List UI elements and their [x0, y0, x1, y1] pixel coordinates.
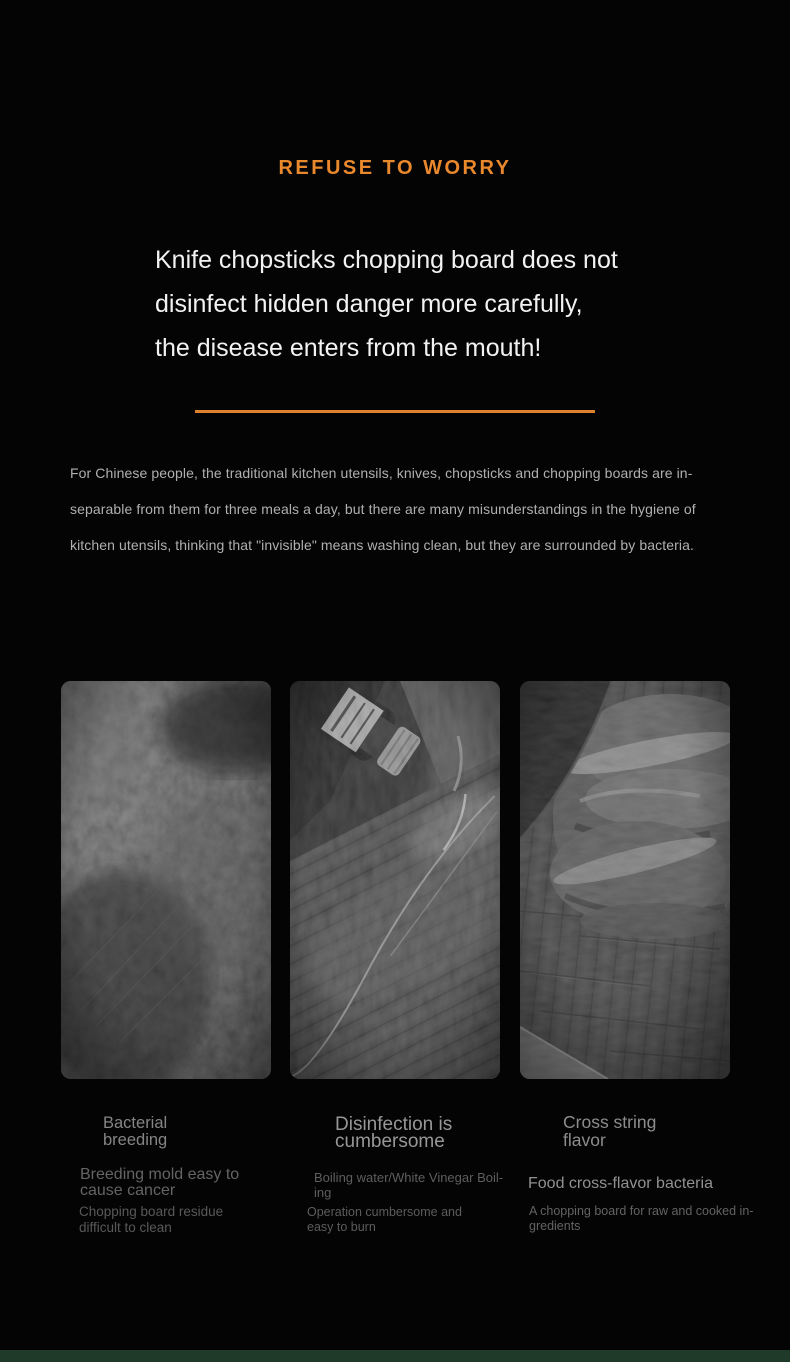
paragraph-line: kitchen utensils, thinking that "invisible" means washing clean, but they are surrounded by bacteria. — [70, 537, 694, 553]
card-title: Disinfection is cumbersome — [335, 1114, 453, 1152]
footer-bar — [0, 1350, 790, 1362]
heading-line: the disease enters from the mouth! — [155, 334, 542, 362]
card-title: Bacterial breeding — [103, 1114, 168, 1149]
heading-line: Knife chopsticks chopping board does not — [155, 246, 618, 274]
main-heading — [155, 238, 618, 370]
intro-paragraph — [70, 455, 696, 563]
card-column-disinfection — [290, 681, 504, 1241]
heading-line: disinfect hidden danger more carefully, — [155, 290, 583, 318]
card-title: Cross string flavor — [563, 1112, 657, 1150]
knife-raw-meat-photo — [520, 681, 730, 1079]
moldy-chopping-board-photo — [61, 681, 271, 1079]
card-detail: Operation cumbersome and easy to burn — [307, 1205, 462, 1234]
paragraph-line: For Chinese people, the traditional kitchen utensils, knives, chopsticks and chopping boards are in- — [70, 465, 693, 481]
card-detail: A chopping board for raw and cooked in- gredients — [529, 1204, 754, 1233]
eyebrow-title: REFUSE TO WORRY — [278, 157, 512, 179]
accent-divider — [195, 410, 595, 413]
paragraph-line: separable from them for three meals a day, but there are many misunderstandings in the hygiene of — [70, 501, 696, 517]
card-subtitle: Boiling water/White Vinegar Boil- ing — [314, 1170, 504, 1200]
card-detail: Chopping board residue difficult to clean — [79, 1204, 224, 1235]
card-subtitle: Breeding mold easy to cause cancer — [80, 1166, 240, 1199]
card-column-bacterial-breeding — [61, 681, 271, 1241]
card-column-cross-flavor — [520, 681, 754, 1241]
card-subtitle: Food cross-flavor bacteria — [528, 1175, 713, 1192]
vinegar-disinfection-photo — [290, 681, 500, 1079]
